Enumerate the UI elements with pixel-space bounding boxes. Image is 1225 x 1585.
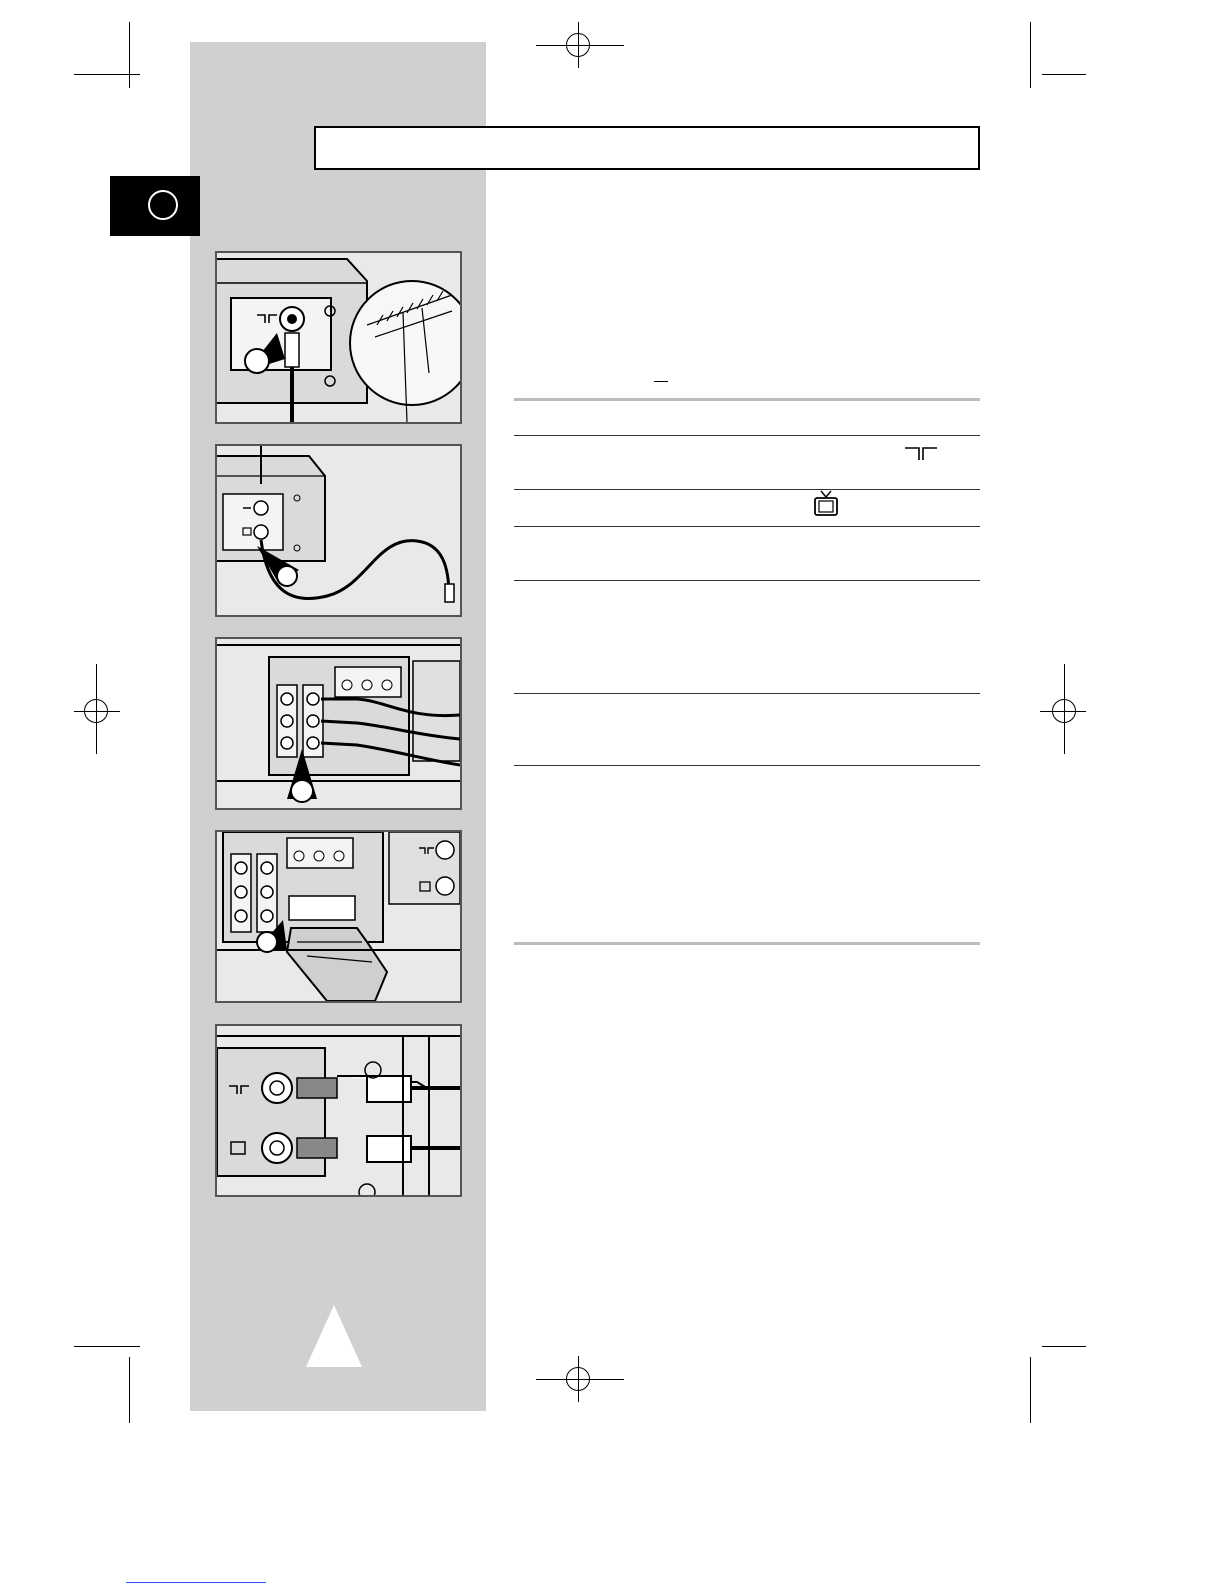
divider <box>514 489 980 490</box>
language-tab-circle-icon <box>148 190 178 220</box>
section-divider-bottom <box>514 942 980 945</box>
divider <box>514 580 980 581</box>
av-connections-illustration <box>217 639 460 808</box>
antenna-to-vcr-illustration <box>217 253 460 422</box>
crop-mark <box>1042 74 1086 75</box>
crop-mark <box>129 22 130 88</box>
dash-mark <box>654 381 668 382</box>
divider <box>514 765 980 766</box>
antenna-in-icon <box>904 446 938 462</box>
crop-mark <box>129 1357 130 1423</box>
section-divider-top <box>514 398 980 401</box>
coax-close-up-illustration <box>217 1026 460 1195</box>
page-number-arrow <box>306 1305 362 1367</box>
divider <box>514 526 980 527</box>
registration-mark-line <box>96 664 97 754</box>
figure-vcr-to-tv <box>215 444 462 617</box>
crop-mark <box>1042 1346 1086 1347</box>
crop-mark <box>74 74 140 75</box>
figure-coax-close-up <box>215 1024 462 1197</box>
registration-mark-line <box>1064 664 1065 754</box>
crop-mark <box>1030 22 1031 88</box>
divider <box>514 693 980 694</box>
registration-mark-line <box>536 45 624 46</box>
figure-scart-connection <box>215 830 462 1003</box>
vcr-to-tv-illustration <box>217 446 460 615</box>
registration-mark-line <box>74 711 120 712</box>
registration-mark-line <box>536 1379 624 1380</box>
tv-out-icon <box>812 490 840 518</box>
page-title-bar <box>314 126 980 170</box>
registration-mark-line <box>1040 711 1086 712</box>
crop-mark <box>1030 1357 1031 1423</box>
divider <box>514 435 980 436</box>
scart-connection-illustration <box>217 832 460 1001</box>
crop-mark <box>74 1346 140 1347</box>
figure-av-connections <box>215 637 462 810</box>
bottom-link-line <box>126 1582 266 1583</box>
figure-antenna-to-vcr <box>215 251 462 424</box>
